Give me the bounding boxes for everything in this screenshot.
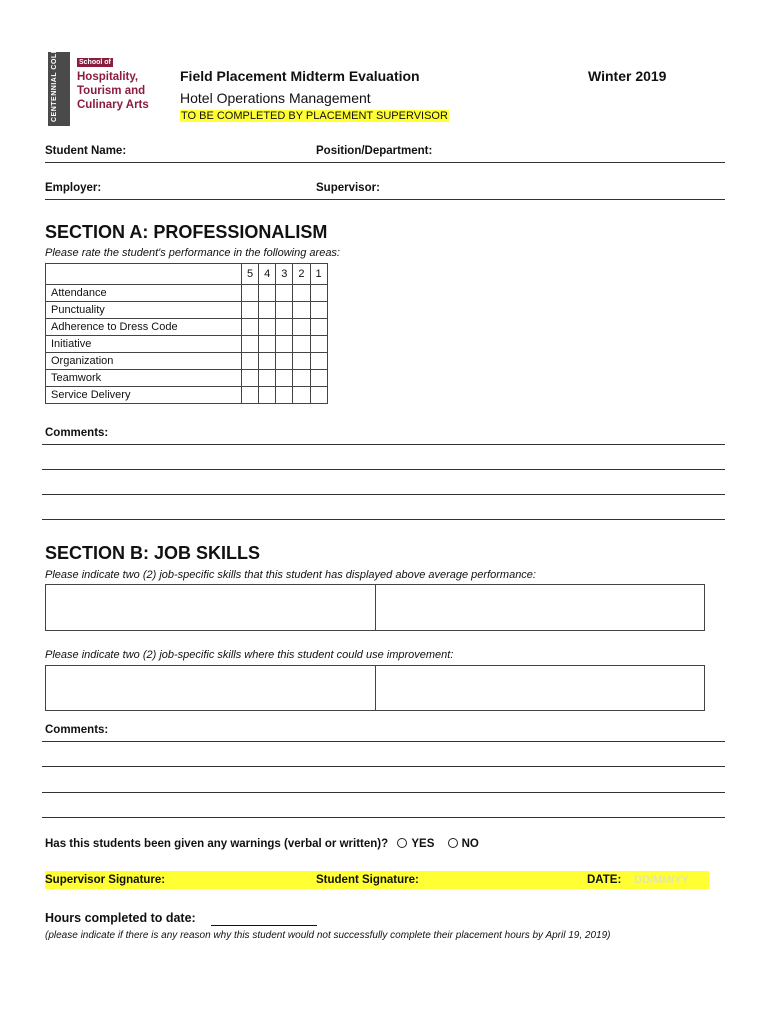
table-row bbox=[46, 370, 328, 387]
rating-cell[interactable] bbox=[276, 302, 293, 319]
rating-cell[interactable] bbox=[259, 370, 276, 387]
no-radio[interactable] bbox=[448, 838, 458, 848]
criteria-service-delivery: Service Delivery bbox=[46, 387, 242, 404]
skill-entry-field[interactable] bbox=[46, 585, 375, 630]
rating-cell[interactable] bbox=[310, 370, 327, 387]
school-name: Hospitality, Tourism and Culinary Arts bbox=[77, 71, 149, 111]
section-b-title: SECTION B: JOB SKILLS bbox=[45, 543, 261, 563]
college-name-vertical: CENTENNIAL COLLEGE bbox=[51, 32, 58, 122]
improvement-skills-box bbox=[45, 665, 705, 711]
rating-cell[interactable] bbox=[276, 319, 293, 336]
comment-line[interactable] bbox=[42, 469, 725, 470]
section-a-instruction: Please rate the student's performance in the following areas: bbox=[45, 247, 340, 259]
rating-cell[interactable] bbox=[242, 302, 259, 319]
warnings-question: Has this students been given any warnings (verbal or written)? bbox=[45, 838, 389, 850]
table-row bbox=[46, 353, 328, 370]
comment-line[interactable] bbox=[42, 444, 725, 445]
hours-note: (please indicate if there is any reason why this student would not successfully complete their placement hours by April 19, 2019) bbox=[45, 930, 611, 941]
criteria-organization: Organization bbox=[46, 353, 242, 370]
criteria-punctuality: Punctuality bbox=[46, 302, 242, 319]
rating-cell[interactable] bbox=[276, 353, 293, 370]
rating-cell[interactable] bbox=[293, 285, 310, 302]
completion-banner: TO BE COMPLETED BY PLACEMENT SUPERVISOR bbox=[181, 110, 448, 122]
rating-cell[interactable] bbox=[293, 353, 310, 370]
comment-line[interactable] bbox=[42, 817, 725, 818]
rating-table bbox=[45, 263, 328, 404]
rating-cell[interactable] bbox=[310, 353, 327, 370]
rating-cell[interactable] bbox=[293, 387, 310, 404]
table-row bbox=[46, 336, 328, 353]
criteria-initiative: Initiative bbox=[46, 336, 242, 353]
form-title: Field Placement Midterm Evaluation bbox=[180, 68, 420, 84]
student-name-line[interactable] bbox=[45, 162, 725, 163]
rating-cell[interactable] bbox=[293, 336, 310, 353]
comment-line[interactable] bbox=[42, 792, 725, 793]
comment-line[interactable] bbox=[42, 766, 725, 767]
position-label: Position/Department: bbox=[316, 145, 433, 157]
criteria-teamwork: Teamwork bbox=[46, 370, 242, 387]
rating-cell[interactable] bbox=[276, 370, 293, 387]
employer-line[interactable] bbox=[45, 199, 725, 200]
section-b-instruction-above: Please indicate two (2) job-specific skills that this student has displayed above average performance: bbox=[45, 569, 536, 581]
table-row bbox=[46, 319, 328, 336]
section-b-instruction-improve: Please indicate two (2) job-specific skills where this student could use improvement: bbox=[45, 649, 454, 661]
skill-entry-field[interactable] bbox=[376, 585, 704, 630]
rating-cell[interactable] bbox=[293, 319, 310, 336]
rating-cell[interactable] bbox=[310, 387, 327, 404]
table-row bbox=[46, 302, 328, 319]
skill-entry-field[interactable] bbox=[376, 666, 704, 710]
scale-1: 1 bbox=[310, 264, 327, 285]
rating-cell[interactable] bbox=[293, 302, 310, 319]
scale-4: 4 bbox=[259, 264, 276, 285]
college-logo-bar bbox=[48, 32, 70, 126]
employer-label: Employer: bbox=[45, 182, 102, 194]
rating-cell[interactable] bbox=[276, 387, 293, 404]
rating-cell[interactable] bbox=[259, 302, 276, 319]
rating-cell[interactable] bbox=[242, 285, 259, 302]
comment-line[interactable] bbox=[42, 519, 725, 520]
date-field[interactable]: DD/MM/YY bbox=[634, 874, 689, 886]
no-label: NO bbox=[461, 838, 479, 850]
rating-cell[interactable] bbox=[293, 370, 310, 387]
rating-cell[interactable] bbox=[259, 353, 276, 370]
section-a-title: SECTION A: PROFESSIONALISM bbox=[45, 222, 328, 242]
rating-cell[interactable] bbox=[242, 319, 259, 336]
program-name: Hotel Operations Management bbox=[180, 90, 371, 106]
warnings-question-row bbox=[45, 838, 479, 850]
date-label: DATE: bbox=[587, 874, 622, 886]
rating-cell[interactable] bbox=[259, 336, 276, 353]
section-b-comments-label: Comments: bbox=[45, 724, 109, 736]
rating-cell[interactable] bbox=[259, 387, 276, 404]
comment-line[interactable] bbox=[42, 741, 725, 742]
skill-entry-field[interactable] bbox=[46, 666, 375, 710]
section-a-comments-label: Comments: bbox=[45, 427, 109, 439]
yes-label: YES bbox=[411, 838, 435, 850]
rating-cell[interactable] bbox=[242, 336, 259, 353]
logo-tag: School of bbox=[79, 59, 111, 66]
hours-line[interactable] bbox=[211, 925, 317, 926]
term-label: Winter 2019 bbox=[588, 68, 667, 84]
criteria-header bbox=[46, 264, 242, 285]
rating-header-row bbox=[46, 264, 328, 285]
criteria-dress-code: Adherence to Dress Code bbox=[46, 319, 242, 336]
rating-cell[interactable] bbox=[242, 353, 259, 370]
rating-cell[interactable] bbox=[310, 302, 327, 319]
scale-2: 2 bbox=[293, 264, 310, 285]
rating-cell[interactable] bbox=[310, 319, 327, 336]
rating-cell[interactable] bbox=[310, 285, 327, 302]
table-row bbox=[46, 387, 328, 404]
rating-cell[interactable] bbox=[242, 387, 259, 404]
rating-cell[interactable] bbox=[242, 370, 259, 387]
rating-cell[interactable] bbox=[276, 285, 293, 302]
yes-radio[interactable] bbox=[397, 838, 407, 848]
table-row bbox=[46, 285, 328, 302]
rating-cell[interactable] bbox=[310, 336, 327, 353]
supervisor-label: Supervisor: bbox=[316, 182, 380, 194]
rating-cell[interactable] bbox=[276, 336, 293, 353]
student-signature-label: Student Signature: bbox=[316, 874, 419, 886]
student-name-label: Student Name: bbox=[45, 145, 127, 157]
comment-line[interactable] bbox=[42, 494, 725, 495]
criteria-attendance: Attendance bbox=[46, 285, 242, 302]
rating-cell[interactable] bbox=[259, 319, 276, 336]
rating-cell[interactable] bbox=[259, 285, 276, 302]
supervisor-signature-label: Supervisor Signature: bbox=[45, 874, 166, 886]
scale-3: 3 bbox=[276, 264, 293, 285]
above-average-skills-box bbox=[45, 584, 705, 631]
hours-label: Hours completed to date: bbox=[45, 911, 196, 925]
scale-5: 5 bbox=[242, 264, 259, 285]
